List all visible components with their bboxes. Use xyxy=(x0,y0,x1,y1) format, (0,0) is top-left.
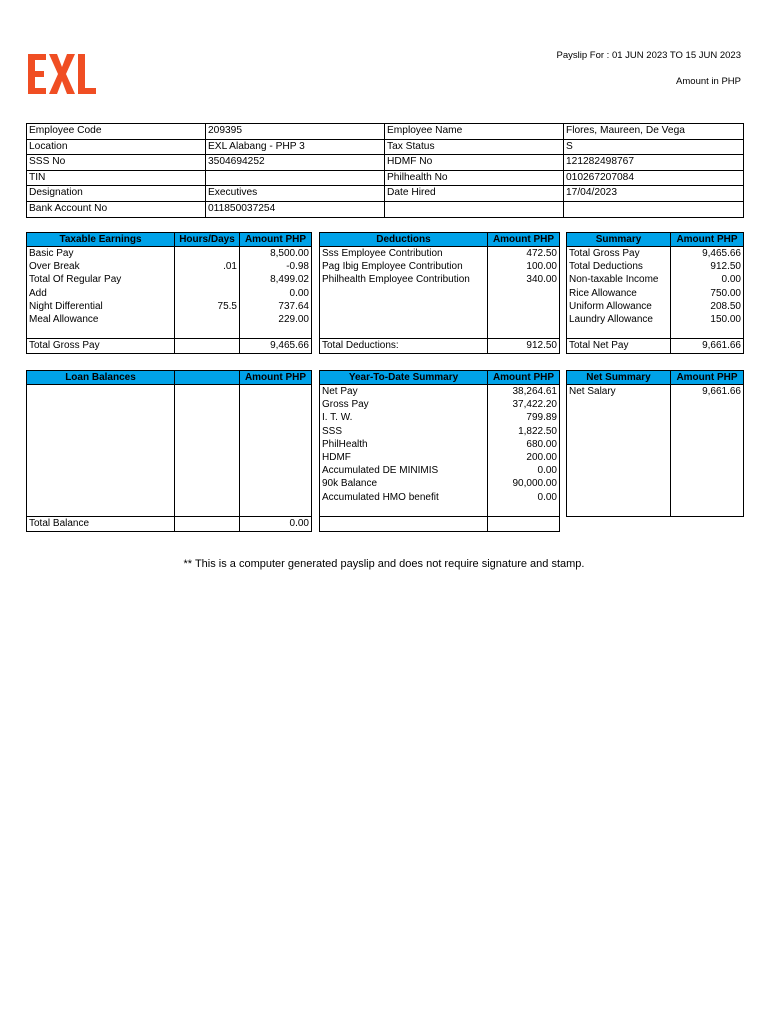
ytd-summary-table xyxy=(319,370,560,532)
cell-label: Uniform Allowance xyxy=(567,300,671,313)
cell-label: Philhealth Employee Contribution xyxy=(320,273,488,286)
empty-cell xyxy=(175,385,240,517)
table-row xyxy=(320,398,560,411)
table-row xyxy=(567,300,744,313)
empty-cell xyxy=(320,516,488,531)
cell-amount: -0.98 xyxy=(240,260,312,273)
cell-amount: 0.00 xyxy=(488,491,560,504)
cell-amount xyxy=(175,247,240,261)
cell-label: Total Deductions xyxy=(567,260,671,273)
table-row xyxy=(320,438,560,451)
filler-row xyxy=(567,326,744,339)
summary-header-amount: Amount PHP xyxy=(671,233,744,247)
info-value xyxy=(564,201,744,217)
total-amount xyxy=(175,339,240,354)
total-row xyxy=(567,339,744,354)
net-summary-table xyxy=(566,370,744,517)
cell-label: Total Of Regular Pay xyxy=(27,273,175,286)
total-row xyxy=(320,516,560,531)
cell-amount: 8,500.00 xyxy=(240,247,312,261)
total-amount: 0.00 xyxy=(240,516,312,531)
cell-label: Net Salary xyxy=(567,385,671,399)
empty-cell xyxy=(320,504,488,517)
info-label xyxy=(385,201,564,217)
info-value: 17/04/2023 xyxy=(564,186,744,202)
cell-amount: 472.50 xyxy=(488,247,560,261)
currency-note: Amount in PHP xyxy=(676,76,741,87)
cell-label: Accumulated HMO benefit xyxy=(320,491,488,504)
empty-cell xyxy=(671,326,744,339)
cell-label: 90k Balance xyxy=(320,477,488,490)
info-label: HDMF No xyxy=(385,155,564,171)
cell-amount: 200.00 xyxy=(488,451,560,464)
empty-cell xyxy=(488,287,560,339)
table-row xyxy=(320,385,560,399)
cell-amount: 1,822.50 xyxy=(488,425,560,438)
total-row xyxy=(27,516,312,531)
footer-disclaimer: ** This is a computer generated payslip and does not require signature and stamp. xyxy=(183,558,585,570)
info-row xyxy=(27,124,744,140)
table-row xyxy=(567,247,744,261)
cell-label: Sss Employee Contribution xyxy=(320,247,488,261)
info-value: 209395 xyxy=(206,124,385,140)
total-row xyxy=(27,339,312,354)
info-value: EXL Alabang - PHP 3 xyxy=(206,139,385,155)
cell-label: Gross Pay xyxy=(320,398,488,411)
total-label: Total Gross Pay xyxy=(27,339,175,354)
deductions-header-label: Deductions xyxy=(320,233,488,247)
cell-amount: 680.00 xyxy=(488,438,560,451)
cell-label: Rice Allowance xyxy=(567,287,671,300)
cell-label: I. T. W. xyxy=(320,411,488,424)
info-row xyxy=(27,155,744,171)
total-amount: 9,465.66 xyxy=(240,339,312,354)
info-label: Designation xyxy=(27,186,206,202)
cell-amount: 9,661.66 xyxy=(671,385,744,399)
table-row xyxy=(320,260,560,273)
empty-cell xyxy=(240,326,312,339)
table-row xyxy=(567,287,744,300)
taxable-earnings-table xyxy=(26,232,312,354)
cell-amount: 0.00 xyxy=(240,287,312,300)
deductions-header-amount: Amount PHP xyxy=(488,233,560,247)
payslip-period: Payslip For : 01 JUN 2023 TO 15 JUN 2023 xyxy=(556,50,741,61)
cell-label: Total Gross Pay xyxy=(567,247,671,261)
info-value xyxy=(206,170,385,186)
info-row xyxy=(27,186,744,202)
filler-row xyxy=(320,287,560,339)
cell-label: Laundry Allowance xyxy=(567,313,671,326)
cell-label: HDMF xyxy=(320,451,488,464)
info-value: 121282498767 xyxy=(564,155,744,171)
summary-header-label: Summary xyxy=(567,233,671,247)
cell-amount xyxy=(175,313,240,326)
earnings-header-label: Taxable Earnings xyxy=(27,233,175,247)
table-row xyxy=(27,287,312,300)
info-label: Employee Name xyxy=(385,124,564,140)
info-label: Location xyxy=(27,139,206,155)
info-label: Philhealth No xyxy=(385,170,564,186)
filler-row xyxy=(27,385,312,517)
cell-amount xyxy=(175,287,240,300)
filler-row xyxy=(27,326,312,339)
table-row xyxy=(27,313,312,326)
loans-header-amount: Amount PHP xyxy=(240,371,312,385)
cell-amount: 912.50 xyxy=(671,260,744,273)
table-row xyxy=(320,273,560,286)
ytd-header-amount: Amount PHP xyxy=(488,371,560,385)
table-row xyxy=(27,260,312,273)
total-label: Total Deductions: xyxy=(320,339,488,354)
table-row xyxy=(567,385,744,399)
info-label: Bank Account No xyxy=(27,201,206,217)
net-header-label: Net Summary xyxy=(567,371,671,385)
table-row xyxy=(320,247,560,261)
info-value: 010267207084 xyxy=(564,170,744,186)
table-row xyxy=(320,451,560,464)
info-value: S xyxy=(564,139,744,155)
filler-row xyxy=(320,504,560,517)
total-label xyxy=(175,516,240,531)
loans-header-label: Loan Balances xyxy=(27,371,175,385)
empty-cell xyxy=(567,326,671,339)
deductions-table xyxy=(319,232,560,354)
empty-cell xyxy=(567,398,671,517)
table-row xyxy=(27,300,312,313)
filler-row xyxy=(567,398,744,517)
cell-amount: 229.00 xyxy=(240,313,312,326)
cell-label: Night Differential xyxy=(27,300,175,313)
table-row xyxy=(320,411,560,424)
table-row xyxy=(320,464,560,477)
cell-label: Non-taxable Income xyxy=(567,273,671,286)
info-value: 3504694252 xyxy=(206,155,385,171)
cell-amount: 750.00 xyxy=(671,287,744,300)
empty-cell xyxy=(488,516,560,531)
cell-amount: 0.00 xyxy=(671,273,744,286)
earnings-header-hours: Hours/Days xyxy=(175,233,240,247)
table-row xyxy=(567,313,744,326)
info-row xyxy=(27,170,744,186)
empty-cell xyxy=(240,385,312,517)
loans-header-blank xyxy=(175,371,240,385)
summary-table xyxy=(566,232,744,354)
info-row xyxy=(27,201,744,217)
info-value: Flores, Maureen, De Vega xyxy=(564,124,744,140)
total-label: Total Net Pay xyxy=(567,339,671,354)
empty-cell xyxy=(27,385,175,517)
cell-amount: 37,422.20 xyxy=(488,398,560,411)
info-label: Tax Status xyxy=(385,139,564,155)
ytd-header-label: Year-To-Date Summary xyxy=(320,371,488,385)
cell-amount: 150.00 xyxy=(671,313,744,326)
exl-logo xyxy=(26,50,98,98)
cell-label: PhilHealth xyxy=(320,438,488,451)
total-label: Total Balance xyxy=(27,516,175,531)
cell-amount: 208.50 xyxy=(671,300,744,313)
cell-label: Add xyxy=(27,287,175,300)
cell-amount: 75.5 xyxy=(175,300,240,313)
info-label: SSS No xyxy=(27,155,206,171)
table-row xyxy=(320,477,560,490)
info-label: Date Hired xyxy=(385,186,564,202)
info-label: TIN xyxy=(27,170,206,186)
cell-amount: 90,000.00 xyxy=(488,477,560,490)
cell-label: Basic Pay xyxy=(27,247,175,261)
cell-label: Meal Allowance xyxy=(27,313,175,326)
cell-amount: 799.89 xyxy=(488,411,560,424)
table-row xyxy=(320,425,560,438)
cell-amount: 8,499.02 xyxy=(240,273,312,286)
info-value: Executives xyxy=(206,186,385,202)
info-label: Employee Code xyxy=(27,124,206,140)
cell-amount xyxy=(175,273,240,286)
cell-amount: 0.00 xyxy=(488,464,560,477)
table-row xyxy=(567,260,744,273)
cell-amount: 340.00 xyxy=(488,273,560,286)
net-header-amount: Amount PHP xyxy=(671,371,744,385)
cell-amount: .01 xyxy=(175,260,240,273)
empty-cell xyxy=(488,504,560,517)
empty-cell xyxy=(320,287,488,339)
empty-cell xyxy=(27,326,175,339)
cell-label: Net Pay xyxy=(320,385,488,399)
total-amount: 9,661.66 xyxy=(671,339,744,354)
employee-info-table xyxy=(26,123,744,218)
table-row xyxy=(320,491,560,504)
cell-label: Over Break xyxy=(27,260,175,273)
table-row xyxy=(27,247,312,261)
cell-amount: 9,465.66 xyxy=(671,247,744,261)
empty-cell xyxy=(175,326,240,339)
table-row xyxy=(567,273,744,286)
cell-amount: 38,264.61 xyxy=(488,385,560,399)
cell-amount: 100.00 xyxy=(488,260,560,273)
total-row xyxy=(320,339,560,354)
cell-label: Accumulated DE MINIMIS xyxy=(320,464,488,477)
cell-label: Pag Ibig Employee Contribution xyxy=(320,260,488,273)
cell-label: SSS xyxy=(320,425,488,438)
loan-balances-table xyxy=(26,370,312,532)
info-row xyxy=(27,139,744,155)
total-amount: 912.50 xyxy=(488,339,560,354)
table-row xyxy=(27,273,312,286)
earnings-header-amount: Amount PHP xyxy=(240,233,312,247)
cell-amount: 737.64 xyxy=(240,300,312,313)
info-value: 011850037254 xyxy=(206,201,385,217)
empty-cell xyxy=(671,398,744,517)
